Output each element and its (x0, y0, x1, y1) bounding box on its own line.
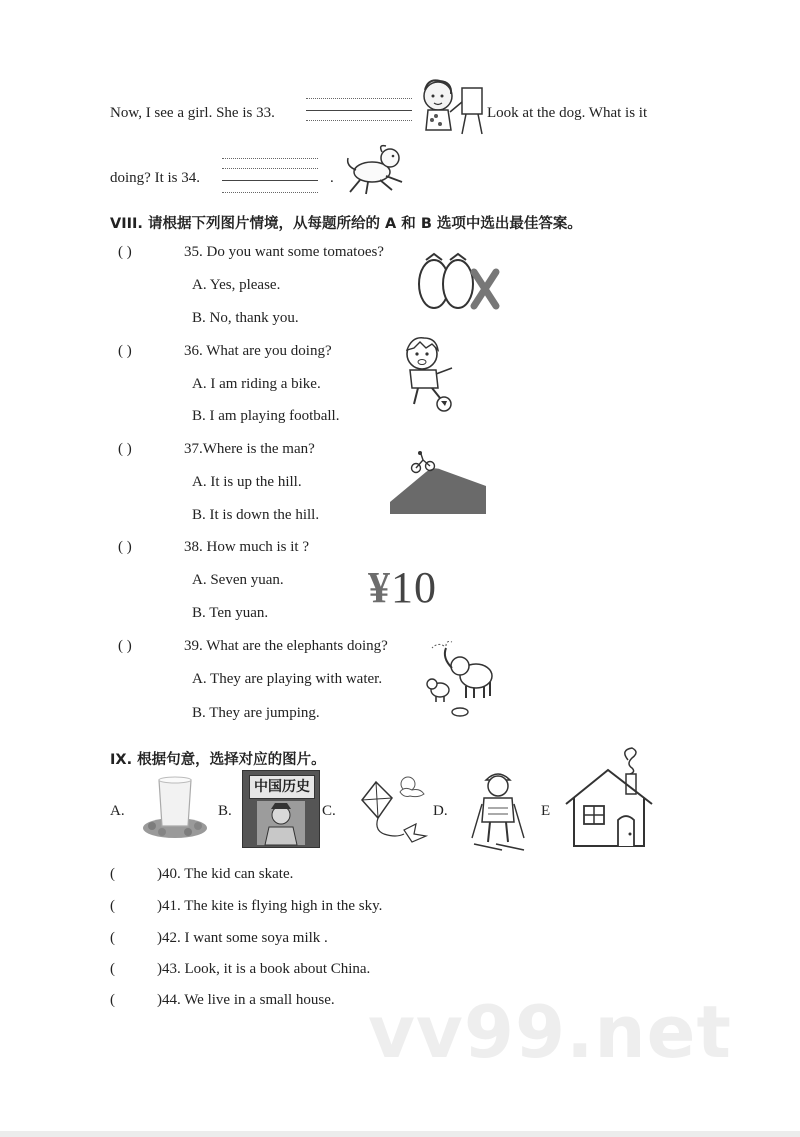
answer-paren-37[interactable]: ( ) (118, 441, 132, 457)
answer-paren-40[interactable]: ( (110, 866, 115, 882)
picture-label-c: C. (322, 803, 336, 819)
tomatoes-crossed-icon (416, 250, 500, 312)
item-43: )43. Look, it is a book about China. (157, 961, 371, 977)
answer-paren-42[interactable]: ( (110, 930, 115, 946)
soya-milk-icon (142, 774, 208, 840)
picture-label-e: E (541, 803, 551, 819)
emperor-portrait-icon (257, 801, 305, 845)
item-40: )40. The kid can skate. (157, 866, 294, 882)
question-39: 39. What are the elephants doing? (184, 638, 388, 654)
picture-label-a: A. (110, 803, 125, 819)
skier-kid-icon (468, 768, 528, 854)
answer-paren-35[interactable]: ( ) (118, 244, 132, 260)
price-label (368, 562, 437, 613)
book-title: 中国历史 (249, 775, 315, 799)
item-41: )41. The kite is flying high in the sky. (157, 898, 383, 914)
question-37: 37.Where is the man? (184, 441, 315, 457)
question-35: 35. Do you want some tomatoes? (184, 244, 384, 260)
picture-label-d: D. (433, 803, 448, 819)
page-bottom-edge (0, 1131, 800, 1137)
fill-line-2-after: . (330, 170, 334, 186)
watermark: vv99.net (368, 990, 732, 1074)
option-37-b: B. It is down the hill. (192, 507, 320, 523)
section-8-heading: VIII. 请根据下列图片情境，从每题所给的 A 和 B 选项中选出最佳答案。 (110, 216, 582, 232)
cyclist-on-hill-icon (390, 452, 486, 514)
item-42: )42. I want some soya milk . (157, 930, 328, 946)
option-35-a: A. Yes, please. (192, 277, 281, 293)
picture-label-b: B. (218, 803, 232, 819)
china-history-book (242, 770, 320, 848)
answer-paren-39[interactable]: ( ) (118, 638, 132, 654)
answer-paren-41[interactable]: ( (110, 898, 115, 914)
answer-paren-44[interactable]: ( (110, 992, 115, 1008)
question-36: 36. What are you doing? (184, 343, 332, 359)
fill-line-1-before: Now, I see a girl. She is 33. (110, 105, 275, 121)
item-44: )44. We live in a small house. (157, 992, 335, 1008)
option-39-a: A. They are playing with water. (192, 671, 383, 687)
price-value: 10 (391, 563, 437, 612)
answer-paren-36[interactable]: ( ) (118, 343, 132, 359)
answer-paren-43[interactable]: ( (110, 961, 115, 977)
option-36-b: B. I am playing football. (192, 408, 340, 424)
girl-painting-icon (418, 78, 486, 138)
small-house-icon (562, 746, 656, 848)
fill-line-1-after: Look at the dog. What is it (487, 105, 648, 121)
answer-paren-38[interactable]: ( ) (118, 539, 132, 555)
question-38: 38. How much is it ? (184, 539, 309, 555)
answer-blank-34[interactable] (222, 158, 318, 194)
boy-football-icon (398, 334, 460, 412)
option-37-a: A. It is up the hill. (192, 474, 302, 490)
option-38-b: B. Ten yuan. (192, 605, 269, 621)
answer-blank-33[interactable] (306, 96, 412, 122)
yuan-symbol: ¥ (368, 563, 391, 612)
fill-line-2-before: doing? It is 34. (110, 170, 200, 186)
running-dog-icon (342, 142, 408, 196)
option-39-b: B. They are jumping. (192, 705, 320, 721)
option-38-a: A. Seven yuan. (192, 572, 284, 588)
elephants-icon (424, 642, 498, 720)
kite-icon (350, 772, 432, 850)
option-36-a: A. I am riding a bike. (192, 376, 321, 392)
section-9-heading: IX. 根据句意，选择对应的图片。 (110, 752, 326, 768)
option-35-b: B. No, thank you. (192, 310, 299, 326)
